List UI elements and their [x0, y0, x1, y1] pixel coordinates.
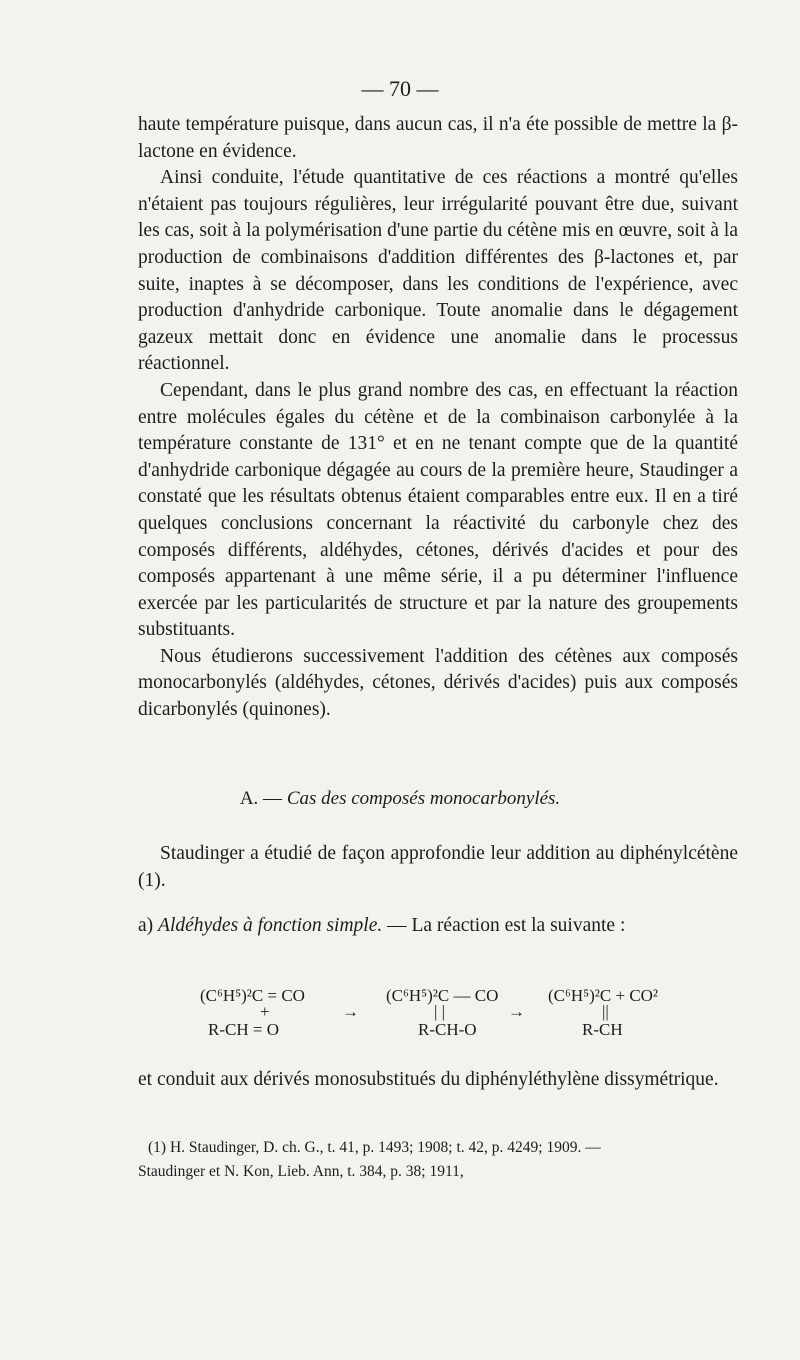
subsection: [138, 912, 738, 939]
intro-paragraph: Staudinger a étudié de façon approfondie leur addition au diphénylcétène (1).: [138, 843, 738, 891]
reaction-arrow-2: →: [508, 1002, 525, 1021]
subsection-label: a): [138, 915, 154, 936]
paragraph: haute température puisque, dans aucun cas, il n'a éte possible de mettre la β-lactone en évidence.: [138, 114, 738, 162]
footnote-text-1: H. Staudinger, D. ch. G., t. 41, p. 1493; 1908; t. 42, p. 4249; 1909. —: [169, 1139, 601, 1156]
section-prefix: A. —: [239, 788, 283, 809]
footnote-line-1: [138, 1136, 738, 1160]
product-bottom: R-CH: [582, 1020, 623, 1039]
footnote-marker: (1): [148, 1139, 167, 1156]
conclusion-paragraph: et conduit aux dérivés monosubstitués du diphényléthylène dissymétrique.: [138, 1069, 719, 1090]
reactant-1-top: (C⁶H⁵)²C = CO: [200, 986, 305, 1005]
product-top: (C⁶H⁵)²C + CO²: [548, 986, 659, 1005]
reaction-arrow-1: →: [342, 1002, 359, 1021]
reactant-plus: +: [260, 1002, 270, 1021]
intermediate-top: (C⁶H⁵)²C — CO: [386, 986, 499, 1005]
body-text: [138, 112, 738, 724]
reaction-equation: [190, 982, 750, 1052]
footnote: [138, 1136, 738, 1184]
subsection-title: Aldéhydes à fonction simple.: [158, 915, 383, 936]
page-number: — 70 —: [361, 76, 439, 101]
paragraph: Cependant, dans le plus grand nombre des cas, en effectuant la réaction entre molécules égales du cétène et de la combinaison carbonylée à la température constante de 131° et en ne tenant compte que de la quantité d'anhydride carbonique dégagée au cours de la première heure, Staudinger a constaté que les résultats obtenus étaient comparables entre eux. Il en a tiré quelques conclusions concernant la réactivité du carbonyle chez des composés différents, aldéhydes, cétones, dérivés d'acides et pour des composés appartenant à une même série, il a pu déterminer l'influence exercée par les particularités de structure et par la nature des groupements substituants.: [138, 379, 738, 641]
paragraph: Nous étudierons successivement l'addition des cétènes aux composés monocarbonylés (aldéhydes, cétones, dérivés d'acides) puis aux composés dicarbonylés (quinones).: [138, 645, 738, 721]
section-title: Cas des composés monocarbonylés.: [286, 788, 561, 809]
paragraph: Ainsi conduite, l'étude quantitative de ces réactions a montré qu'elles n'étaient pas toujours régulières, leur irrégularité pouvant être due, suivant les cas, soit à la polymérisation d'une partie du cétène mis en œuvre, soit à la production de combinaisons d'addition différentes des β-lactones et, par suite, inaptes à se décomposer, dans les conditions de l'expérience, avec production d'anhydride carbonique. Toute anomalie dans le dégagement gazeux mettait donc en évidence une anomalie dans le processus réactionnel.: [138, 167, 738, 375]
footnote-line-2: Staudinger et N. Kon, Lieb. Ann, t. 384, p. 38; 1911,: [138, 1163, 464, 1180]
reactant-1-bottom: R-CH = O: [208, 1020, 279, 1039]
product-bond: ||: [602, 1002, 609, 1021]
subsection-text: — La réaction est la suivante :: [387, 915, 626, 936]
intermediate-bottom: R-CH-O: [418, 1020, 477, 1039]
intermediate-bonds: | |: [434, 1002, 446, 1021]
section-heading: [0, 788, 800, 810]
